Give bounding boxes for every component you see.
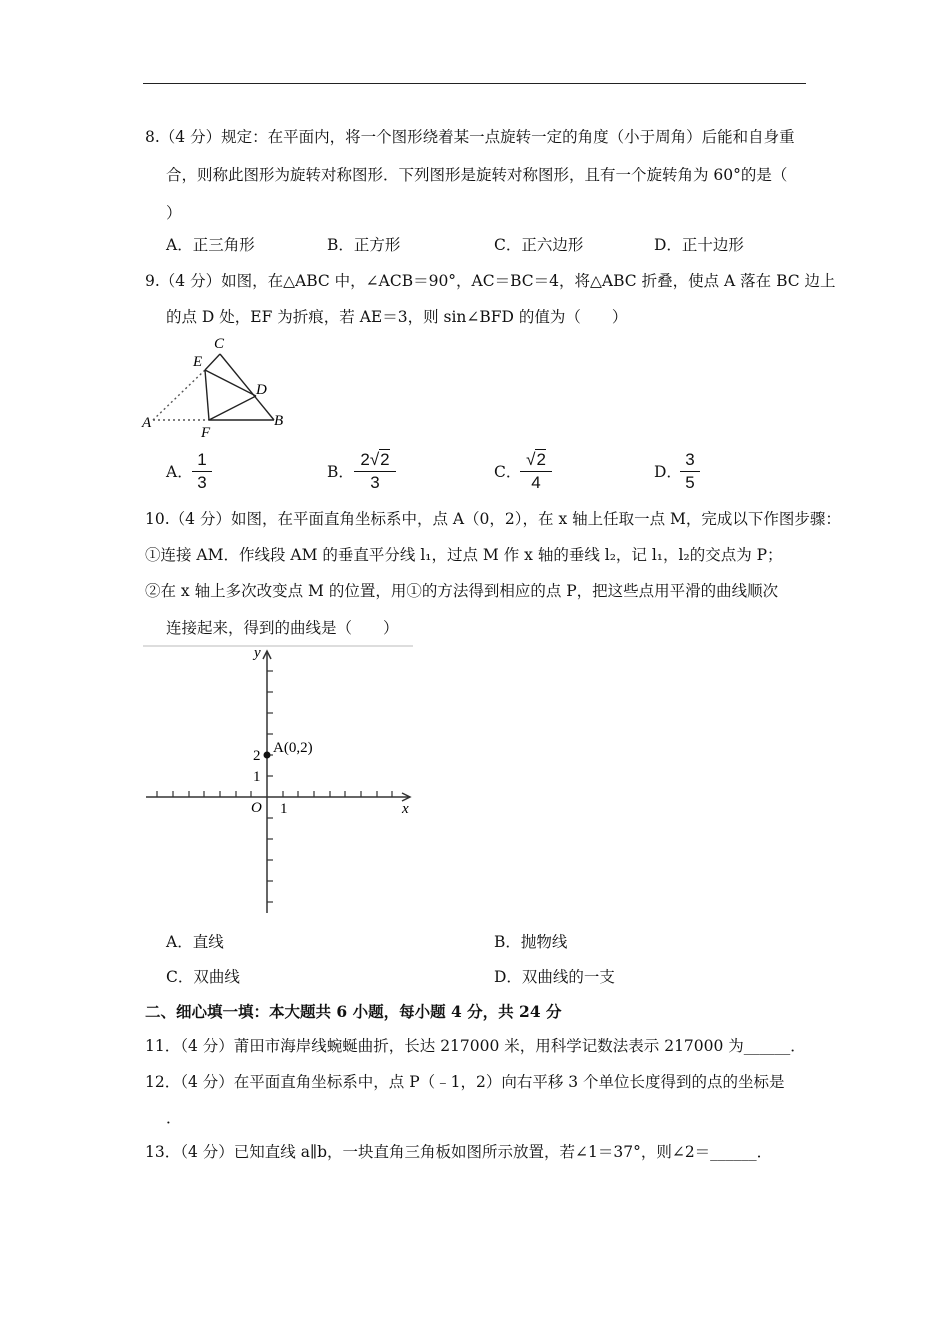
x-axis-label: x: [402, 801, 409, 817]
fraction-denominator: 3: [197, 473, 207, 492]
q13-line1: 13．（4 分）已知直线 a∥b，一块直角三角板如图所示放置，若∠1＝37°，则∠2＝______．: [145, 1143, 773, 1161]
q10-line3: ②在 x 轴上多次改变点 M 的位置，用①的方法得到相应的点 P，把这些点用平滑的曲线顺次: [145, 582, 779, 600]
point-a-label: A(0,2): [273, 740, 313, 756]
q10-line4: 连接起来，得到的曲线是（ ）: [166, 619, 399, 637]
q10-option-d: D．双曲线的一支: [494, 968, 615, 986]
q10-line1: 10.（4 分）如图，在平面直角坐标系中，点 A（0，2），在 x 轴上任取一点 M，完成以下作图步骤：: [145, 510, 841, 528]
q12-line2: ．: [166, 1109, 182, 1127]
q9-option-c-fraction: [520, 450, 552, 493]
fraction-denominator: 4: [531, 473, 541, 492]
sqrt-icon: √: [526, 450, 536, 469]
q9-triangle-figure: [140, 330, 300, 442]
label-f: F: [201, 425, 211, 441]
q9-option-b-label: B．: [327, 463, 354, 481]
q8-line2: 合，则称此图形为旋转对称图形．下列图形是旋转对称图形，且有一个旋转角为 60°的是（: [166, 166, 788, 184]
y-axis-ticks: [267, 671, 273, 902]
q9-option-a-fraction: [192, 450, 212, 493]
fraction-numerator: 1: [197, 450, 207, 469]
fraction-numerator: [354, 450, 396, 470]
fraction-numerator: [520, 450, 552, 470]
q9-line1: 9.（4 分）如图，在△ABC 中，∠ACB＝90°，AC＝BC＝4，将△ABC 折叠，使点 A 落在 BC 边上: [145, 272, 836, 290]
label-e: E: [193, 354, 203, 370]
fraction-bar: [520, 471, 552, 472]
q8-option-b: B．正方形: [327, 236, 401, 254]
label-d: D: [256, 382, 267, 398]
section2-title: 二、细心填一填：本大题共 6 小题，每小题 4 分，共 24 分: [145, 1002, 562, 1021]
q9-line2: 的点 D 处，EF 为折痕，若 AE＝3，则 sin∠BFD 的值为（ ）: [166, 308, 628, 326]
q9-option-d-fraction: [680, 450, 700, 493]
radicand: 2: [536, 450, 546, 469]
fraction-denominator: 5: [685, 473, 695, 492]
fraction-numerator: 3: [685, 450, 695, 469]
y-tick-label-1: 1: [253, 769, 261, 785]
q10-line2: ①连接 AM．作线段 AM 的垂直平分线 l₁，过点 M 作 x 轴的垂线 l₂，记 l₁，l₂的交点为 P；: [145, 546, 783, 564]
q10-coordinate-graph: [143, 645, 415, 917]
y-tick-label-2: 2: [253, 748, 261, 764]
coefficient: 2: [360, 450, 370, 469]
point-a-marker: [264, 752, 271, 759]
q8-option-d: D．正十边形: [654, 236, 744, 254]
segment-ef: [205, 370, 209, 420]
y-axis-label: y: [254, 645, 261, 661]
q8-line1: 8.（4 分）规定：在平面内，将一个图形绕着某一点旋转一定的角度（小于周角）后能和自身重: [145, 128, 795, 146]
sqrt-icon: √: [369, 450, 380, 469]
q8-option-c: C．正六边形: [494, 236, 584, 254]
x-axis-ticks: [157, 791, 392, 797]
q10-option-c: C．双曲线: [166, 968, 240, 986]
q12-line1: 12．（4 分）在平面直角坐标系中，点 P（﹣1，2）向右平移 3 个单位长度得到的点的坐标是: [145, 1073, 785, 1091]
radicand: 2: [380, 450, 390, 469]
q9-option-a-label: A．: [166, 463, 193, 481]
segment-fd: [209, 396, 256, 420]
x-tick-label-1: 1: [280, 801, 288, 817]
fraction-bar: [354, 471, 396, 472]
fraction-bar: [680, 471, 700, 472]
q9-option-d-label: D．: [654, 463, 682, 481]
q9-option-b-fraction: [354, 450, 396, 493]
fraction-bar: [192, 471, 212, 472]
header-rule: [143, 83, 806, 84]
q11-line1: 11．（4 分）莆田市海岸线蜿蜒曲折，长达 217000 米，用科学记数法表示 217000 为______．: [145, 1037, 806, 1055]
origin-label: O: [251, 800, 262, 816]
q10-option-b: B．抛物线: [494, 933, 568, 951]
fold-line-ae: [153, 370, 205, 420]
segment-ce: [205, 354, 220, 370]
q10-option-a: A．直线: [166, 933, 224, 951]
q8-option-a: A．正三角形: [166, 236, 255, 254]
segment-ed: [205, 370, 256, 396]
label-c: C: [214, 336, 225, 352]
label-a: A: [142, 415, 152, 431]
q9-option-c-label: C．: [494, 463, 522, 481]
label-b: B: [274, 413, 284, 429]
q8-line3: ）: [166, 204, 182, 222]
fraction-denominator: 3: [370, 473, 380, 492]
